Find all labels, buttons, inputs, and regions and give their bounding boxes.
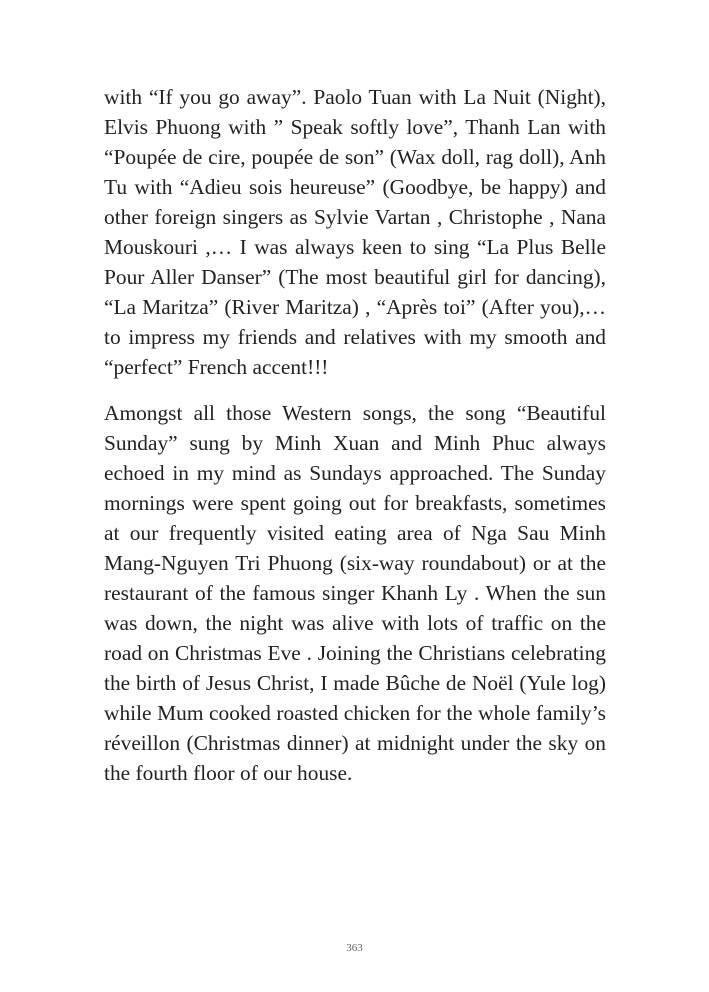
paragraph-1: with “If you go away”. Paolo Tuan with La Nuit (Night), Elvis Phuong with ” Speak softly love”, Thanh Lan with “Poupée de cire, poupée de son” (Wax doll, rag doll), Anh Tu with “Adieu sois heureuse” (Goodbye, be happy) and other foreign singers as Sylvie Vartan , Christophe , Nana Mouskouri ,… I was always keen to sing “La Plus Belle Pour Aller Danser” (The most beautiful girl for dancing), “La Maritza” (River Maritza) , “Après toi” (After you),… to impress my friends and relatives with my smooth and “perfect” French accent!!! [104, 85, 606, 379]
paragraph-2: Amongst all those Western songs, the song “Beautiful Sunday” sung by Minh Xuan and Minh Phuc always echoed in my mind as Sundays approached. The Sunday mornings were spent going out for breakfasts, sometimes at our frequently visited eating area of Nga Sau Minh Mang-Nguyen Tri Phuong (six-way roundabout) or at the restaurant of the famous singer Khanh Ly . When the sun was down, the night was alive with lots of traffic on the road on Christmas Eve . Joining the Christians celebrating the birth of Jesus Christ, I made Bûche de Noël (Yule log) while Mum cooked roasted chicken for the whole family’s réveillon (Christmas dinner) at midnight under the sky on the fourth floor of our house. [104, 401, 606, 785]
page-body [104, 82, 606, 788]
page-number: 363 [346, 942, 363, 954]
